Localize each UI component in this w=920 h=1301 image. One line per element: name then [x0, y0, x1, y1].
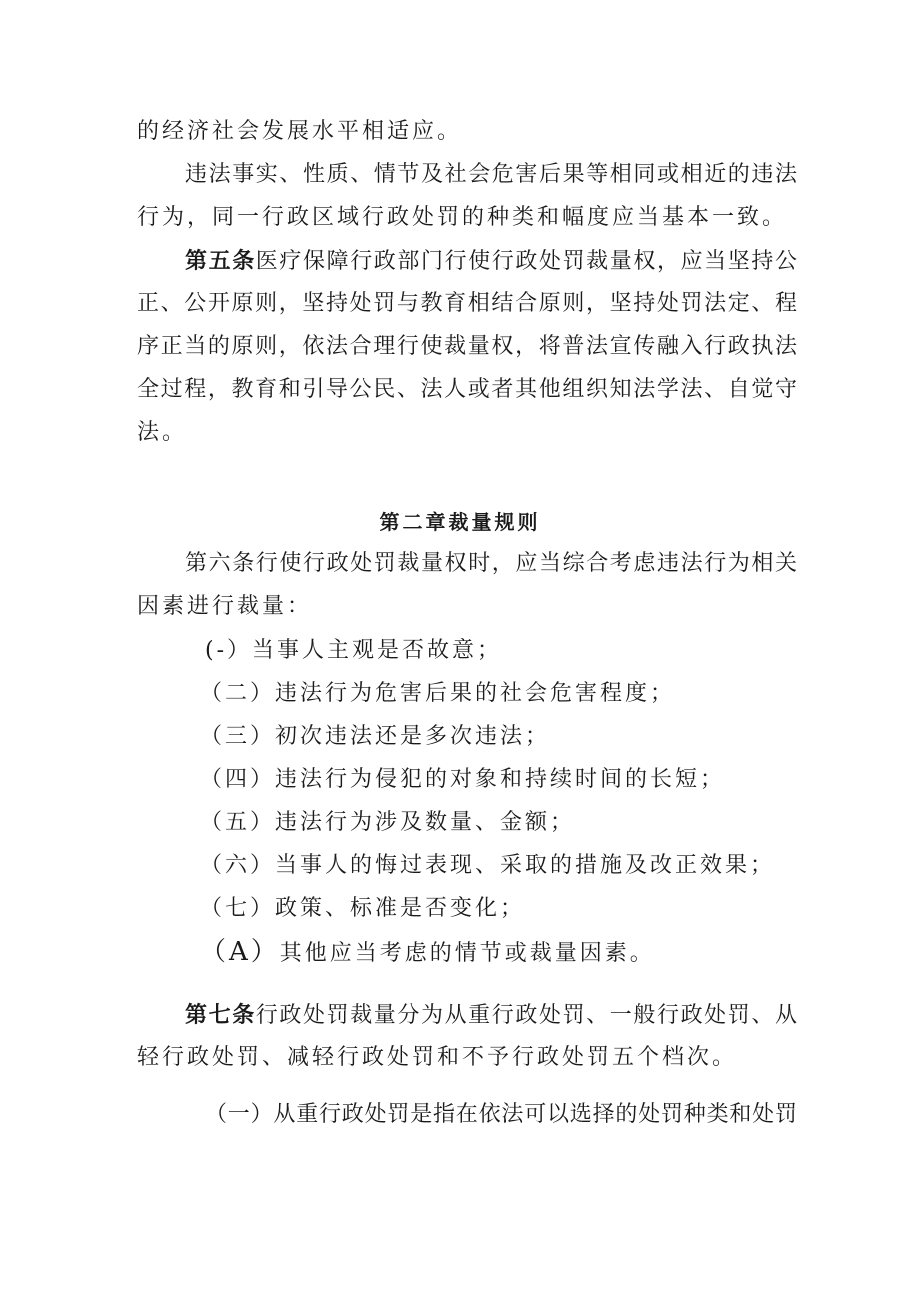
article-6-first-line: 第六条行使行政处罚裁量权时，应当综合考虑违法行为相关	[185, 551, 797, 576]
paragraph-line: 正、公开原则，坚持处罚与教育相结合原则，坚持处罚法定、程	[137, 291, 797, 316]
paragraph-line: 因素进行裁量：	[137, 594, 313, 619]
list-item: （七）政策、标准是否变化；	[200, 896, 526, 921]
list-item: （四）违法行为侵犯的对象和持续时间的长短；	[200, 767, 726, 792]
list-item-text: 其他应当考虑的情节或裁量因素。	[279, 941, 655, 966]
list-item: （五）违法行为涉及数量、金额；	[200, 810, 576, 835]
list-item: （六）当事人的悔过表现、采取的措施及改正效果；	[200, 853, 776, 878]
paragraph-line: （一）从重行政处罚是指在依法可以选择的处罚种类和处罚	[205, 1102, 797, 1127]
list-item: （三）初次违法还是多次违法；	[200, 724, 551, 749]
article-7-label: 第七条	[185, 1002, 256, 1028]
paragraph-line: 的经济社会发展水平相适应。	[137, 119, 463, 144]
article-7-text: 行政处罚裁量分为从重行政处罚、一般行政处罚、从	[255, 1003, 797, 1028]
list-item-label: （A）	[200, 937, 280, 967]
paragraph-line: 行为，同一行政区域行政处罚的种类和幅度应当基本一致。	[137, 205, 788, 230]
article-7-first-line	[185, 1000, 797, 1031]
list-item: (-）当事人主观是否故意；	[205, 638, 503, 663]
article-5-label: 第五条	[185, 248, 256, 274]
article-5-text: 医疗保障行政部门行使行政处罚裁量权，应当坚持公	[255, 249, 797, 274]
chapter-title: 第二章裁量规则	[379, 510, 541, 534]
list-item: （二）违法行为危害后果的社会危害程度；	[200, 681, 676, 706]
paragraph-line: 序正当的原则，依法合理行使裁量权，将普法宣传融入行政执法	[137, 334, 797, 359]
paragraph-line: 法。	[137, 420, 188, 445]
paragraph-line: 全过程，教育和引导公民、法人或者其他组织知法学法、自觉守	[137, 377, 797, 402]
paragraph-line: 轻行政处罚、减轻行政处罚和不予行政处罚五个档次。	[137, 1045, 738, 1070]
article-5-first-line	[185, 246, 797, 277]
list-item	[200, 937, 787, 969]
paragraph-line: 违法事实、性质、情节及社会危害后果等相同或相近的违法	[185, 162, 797, 187]
